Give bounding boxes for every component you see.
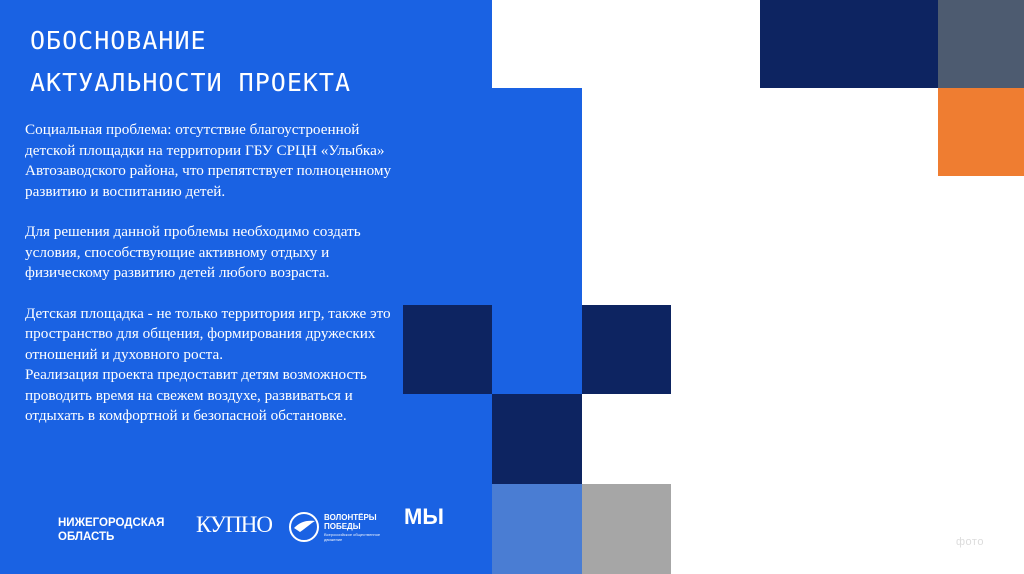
volunteers-title-1: ВОЛОНТЁРЫ — [324, 513, 377, 522]
volunteers-subtitle: Всероссийское общественное движение — [324, 532, 381, 542]
slide-title: ОБОСНОВАНИЕ АКТУАЛЬНОСТИ ПРОЕКТА — [30, 26, 352, 97]
light-blue-square — [492, 484, 582, 574]
paragraph-solution: Для решения данной проблемы необходимо создать условия, способствующие активному отдыху и физическому развитию детей любого возраста. — [25, 223, 361, 281]
navy-square-middle — [492, 394, 582, 484]
paragraph-playground: Детская площадка - не только территория игр, также это пространство для общения, формирования дружеских отношений и духовного роста. — [25, 304, 391, 363]
navy-square-right — [582, 305, 671, 394]
dove-icon — [288, 510, 320, 544]
orange-square — [938, 88, 1024, 176]
gray-square — [582, 484, 671, 574]
paragraph-result: Реализация проекта предоставит детям возможность проводить время на свежем воздухе, развиваться и отдыхать в комфортной и безопасной обстановке. — [25, 366, 367, 424]
kupno-logo: КУПНО — [196, 512, 272, 537]
navy-square-left — [403, 305, 492, 394]
slate-square-top — [938, 0, 1024, 88]
photo-placeholder-label: фото — [956, 536, 984, 548]
volunteers-title-2: ПОБЕДЫ — [324, 522, 361, 531]
paragraph-problem: Социальная проблема: отсутствие благоустроенной детской площадки на территории ГБУ СРЦН «Улыбка» Автозаводского района, что препятствует полноценному развитию и воспитанию детей. — [25, 121, 392, 200]
slide-body — [25, 120, 410, 427]
volunteers-logo — [288, 508, 398, 548]
my-logo: МЫ — [404, 504, 444, 529]
navy-square-top — [760, 0, 938, 88]
nizhegorodskaya-logo: НИЖЕГОРОДСКАЯ ОБЛАСТЬ — [58, 517, 165, 543]
